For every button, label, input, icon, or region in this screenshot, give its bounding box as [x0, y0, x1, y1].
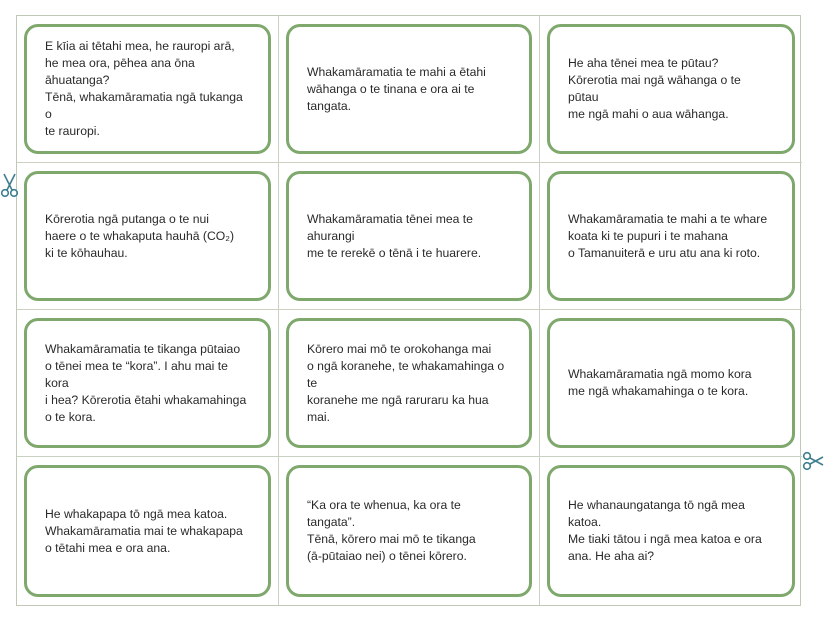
task-card [286, 171, 532, 301]
task-card [547, 465, 795, 597]
card-text: E kīia ai tētahi mea, he rauropi arā, he mea ora, pēhea ana ōna āhuatanga? Tēnā, whakamāramatia ngā tukanga o te rauropi. [45, 39, 243, 138]
card-grid [16, 15, 801, 606]
card-text: Whakamāramatia te tikanga pūtaiao o tēnei mea te “kora”. I ahu mai te kora i hea? Kōrerotia ētahi whakamahinga o te kora. [45, 341, 247, 424]
card-cell [17, 163, 279, 310]
scissors-icon [0, 172, 20, 198]
card-cell [279, 457, 540, 605]
task-card [24, 465, 271, 597]
card-text: “Ka ora te whenua, ka ora te tangata”. Tēnā, kōrero mai mō te tikanga (ā-pūtaiao nei) o tēnei kōrero. [307, 498, 476, 563]
card-text: Whakamāramatia te mahi a ētahi wāhanga o te tinana e ora ai te tangata. [307, 64, 486, 113]
card-cell [279, 163, 540, 310]
card-cell [17, 457, 279, 605]
task-card [547, 318, 795, 448]
card-text: Whakamāramatia ngā momo kora me ngā whakamahinga o te kora. [568, 367, 752, 398]
card-cell [540, 163, 802, 310]
card-text: He aha tēnei mea te pūtau? Kōrerotia mai ngā wāhanga o te pūtau me ngā mahi o aua wāhanga. [568, 56, 741, 121]
card-text: He whanaungatanga tō ngā mea katoa. Me tiaki tātou i ngā mea katoa e ora ana. He aha ai? [568, 498, 762, 563]
card-cell [17, 16, 279, 163]
card-text: Kōrero mai mō te orokohanga mai o ngā koranehe, te whakamahinga o te koranehe me ngā raruraru ka hua mai. [307, 341, 505, 424]
card-cell [279, 310, 540, 457]
card-text: Kōrerotia ngā putanga o te nui haere o te whakaputa hauhā (CO₂) ki te kōhauhau. [45, 211, 235, 260]
task-card [286, 318, 532, 448]
task-card [286, 24, 532, 154]
task-card [24, 24, 271, 154]
card-cell [540, 457, 802, 605]
card-cell [279, 16, 540, 163]
card-text: Whakamāramatia te mahi a te whare koata ki te pupuri i te mahana o Tamanuiterā e uru atu ana ki roto. [568, 211, 768, 260]
scissors-icon [802, 451, 824, 475]
card-cell [17, 310, 279, 457]
task-card [286, 465, 532, 597]
task-card [547, 24, 795, 154]
task-card [24, 318, 271, 448]
card-cell [540, 310, 802, 457]
card-cell [540, 16, 802, 163]
task-card [547, 171, 795, 301]
card-text: Whakamāramatia tēnei mea te ahurangi me te rerekē o tēnā i te huarere. [307, 211, 482, 260]
task-card [24, 171, 271, 301]
card-text: He whakapapa tō ngā mea katoa. Whakamāramatia mai te whakapapa o tētahi mea e ora ana. [45, 506, 243, 555]
